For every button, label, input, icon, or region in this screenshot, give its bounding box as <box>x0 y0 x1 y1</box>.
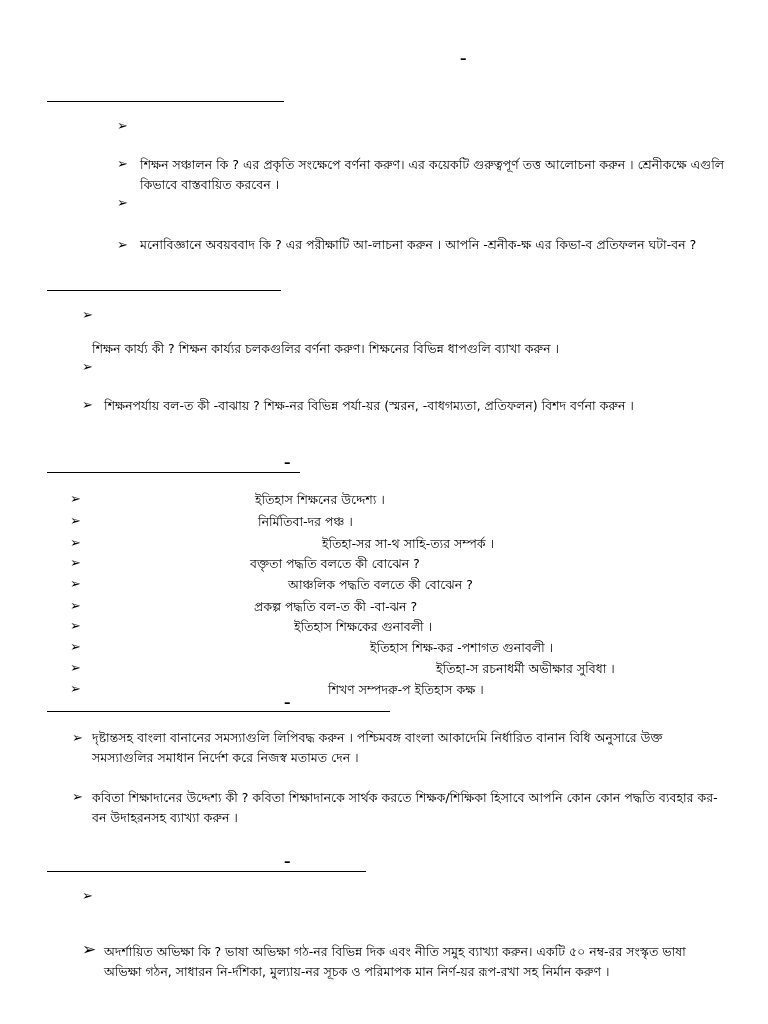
section-4-dash: – <box>284 696 291 711</box>
bullet-icon: ➢ <box>70 599 81 614</box>
section-4-question-2: কবিতা শিক্ষাদানের উদ্দেশ্য কী ? কবিতা শিক্ষাদানকে সার্থক করতে শিক্ষক/শিক্ষিকা হিসাবে আপনি কোন কোন পদ্ধতি ব্যবহার কর-বন উদাহরনসহ ব্যাখ্যা করুন । <box>92 790 718 825</box>
bullet-icon: ➢ <box>70 619 81 634</box>
section-1-rule <box>47 101 284 102</box>
section-1-question-1: শিক্ষন সঞ্চালন কি ? এর প্রকৃতি সংক্ষেপে বর্ণনা করুণ। এর কয়েকটি গুরুত্বপূর্ণ তত্ত আলোচনা করুন । শ্রেনীকক্ষে এগুলি কিভাবে বাস্তবায়িত করবেন । <box>140 157 725 192</box>
list-item: ➢ ইতিহা-স রচনাধর্মী অভীক্ষার সুবিধা । <box>70 661 615 676</box>
bullet-icon: ➢ <box>70 492 81 507</box>
bullet-icon: ➢ <box>82 889 93 904</box>
bullet-icon: ➢ <box>82 398 93 413</box>
bullet-icon: ➢ <box>70 577 81 592</box>
list-item: ➢ নির্মিতিবা-দর পঞ্চ । <box>70 514 353 529</box>
bullet-icon: ➢ <box>70 556 81 571</box>
bullet-icon: ➢ <box>117 196 128 211</box>
bullet-icon: ➢ <box>70 536 81 551</box>
section-4-question-1: দৃষ্টান্তসহ বাংলা বানানের সমস্যাগুলি লিপিবদ্ধ করুন । পশ্চিমবঙ্গ বাংলা আকাদেমি নির্ধারিত বানান বিধি অনুসারে উক্ত সমস্যাগুলির সমাধান নির্দেশ করে নিজস্ব মতামত দেন । <box>92 730 663 765</box>
section-1-question-2: মনোবিজ্ঞানে অবয়ববাদ কি ? এর পরীক্ষাটি আ-লাচনা করুন । আপনি -শ্রনীক-ক্ষ এর কিভা-ব প্রতিফলন ঘটা-বন ? <box>140 237 697 252</box>
bullet-icon: ➢ <box>82 308 93 323</box>
bullet-icon: ➢ <box>72 790 83 805</box>
bullet-icon: ➢ <box>70 640 81 655</box>
list-item: ➢ বক্তৃতা পদ্ধতি বলতে কী বোঝেন ? <box>70 556 420 571</box>
bullet-icon: ➢ <box>82 360 93 375</box>
list-item: ➢ ইতিহাস শিক্ষনের উদ্দেশ্য । <box>70 492 385 507</box>
bullet-icon: ➢ <box>82 940 97 960</box>
bullet-icon: ➢ <box>117 119 128 134</box>
section-2-question-2: শিক্ষনপর্যায় বল-ত কী -বাঝায় ? শিক্ষ-নর বিভিন্ন পর্যা-য়র (স্মরন, -বাধগম্যতা, প্রতিফলন) বিশদ বর্ণনা করুন । <box>104 398 634 413</box>
list-item: ➢ প্রকল্প পদ্ধতি বল-ত কী -বা-ঝন ? <box>70 599 418 614</box>
bullet-icon: ➢ <box>70 682 81 697</box>
list-item: ➢ শিখণ সম্পদরু-প ইতিহাস কক্ষ । <box>70 682 484 697</box>
list-item: ➢ ইতিহাস শিক্ষ-কর -পশাগত গুনাবলী । <box>70 640 554 655</box>
list-item: ➢ আঞ্চলিক পদ্ধতি বলতে কী বোঝেন ? <box>70 577 473 592</box>
section-2-rule <box>47 290 281 291</box>
bullet-icon: ➢ <box>70 661 81 676</box>
bullet-icon: ➢ <box>72 731 83 746</box>
section-4-rule <box>47 711 390 712</box>
bullet-icon: ➢ <box>70 514 81 529</box>
section-5-question-1: অদর্শায়িত অভিক্ষা কি ? ভাষা অভিক্ষা গঠ-নর বিভিন্ন দিক এবং নীতি সমুহ ব্যাখ্যা করুন। একটি ৫০ নম্ব-রর সংস্কৃত ভাষা অভিক্ষা গঠন, সাধারন নি-র্দশিকা, মুল্যায়-নর সূচক ও পরিমাপক মান নির্ণ-য়র রূপ-রখা সহ নির্মান করুণ । <box>104 944 686 979</box>
section-5-rule <box>47 871 366 872</box>
list-item: ➢ ইতিহাস শিক্ষকের গুনাবলী । <box>70 619 433 634</box>
section-3-dash: – <box>284 456 291 471</box>
section-2-question-1: শিক্ষন কার্য্য কী ? শিক্ষন কার্য্যর চলকগুলির বর্ণনা করুণ। শিক্ষনের বিভিন্ন ধাপগুলি ব্যাখা করুন । <box>92 341 560 356</box>
bullet-icon: ➢ <box>117 238 128 253</box>
top-dash: – <box>460 52 467 67</box>
bullet-icon: ➢ <box>117 157 128 172</box>
list-item: ➢ ইতিহা-সর সা-থ সাহি-ত্যর সম্পর্ক । <box>70 536 495 551</box>
section-5-dash: – <box>284 855 291 870</box>
section-3-rule <box>47 472 300 473</box>
